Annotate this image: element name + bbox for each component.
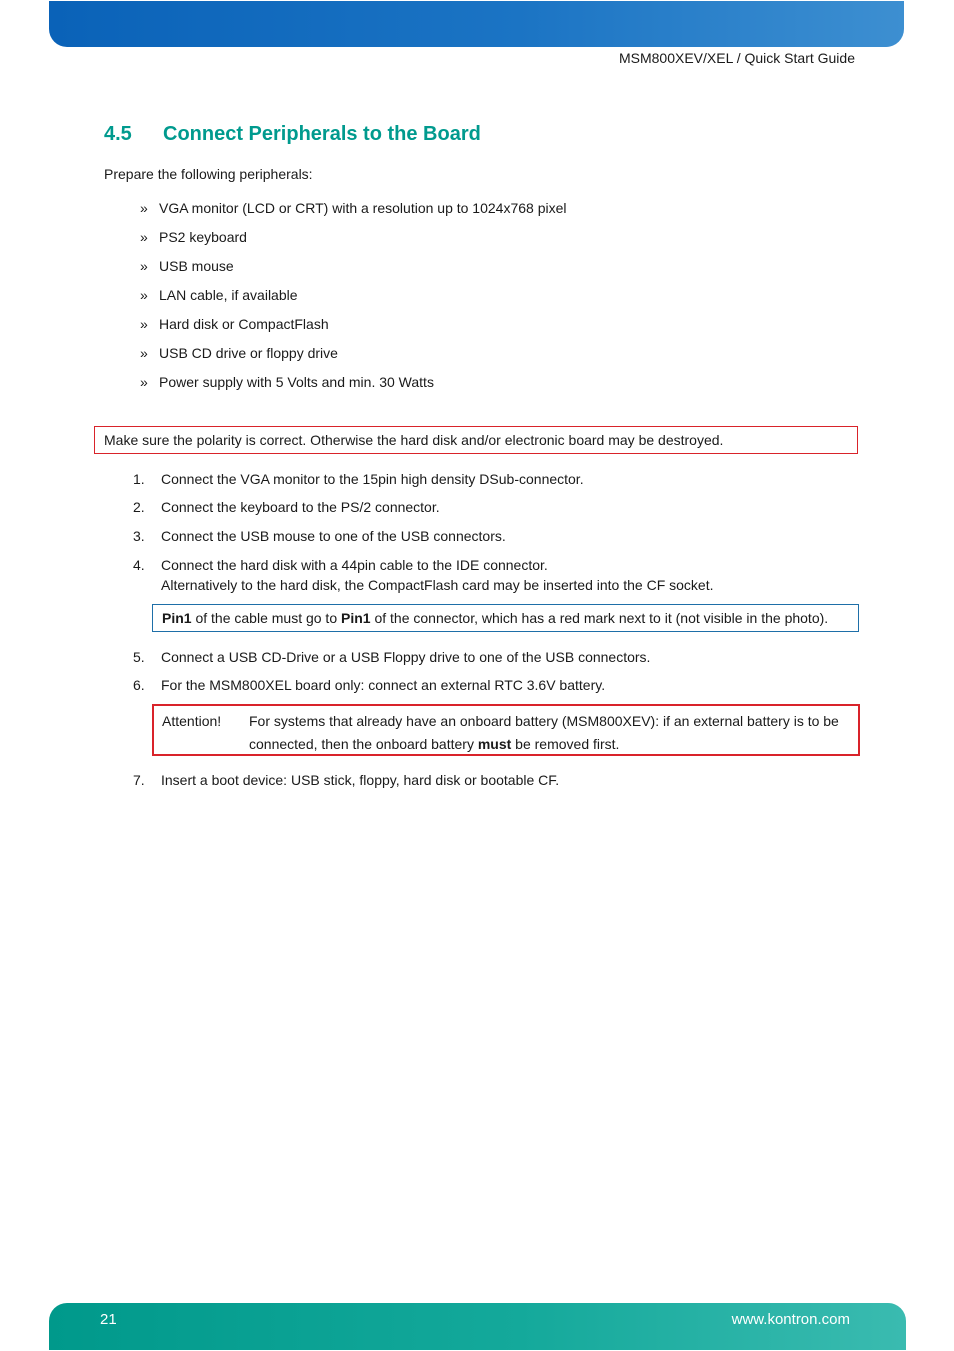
- bullet-marker: »: [140, 316, 148, 332]
- list-item: » PS2 keyboard: [140, 229, 247, 245]
- list-item: » USB CD drive or floppy drive: [140, 345, 338, 361]
- running-header: MSM800XEV/XEL / Quick Start Guide: [618, 50, 855, 66]
- intro-text: Prepare the following peripherals:: [104, 166, 313, 182]
- bullet-marker: »: [140, 287, 148, 303]
- step-subtext: Alternatively to the hard disk, the CompactFlash card may be inserted into the CF socket.: [161, 577, 714, 593]
- bullet-marker: »: [140, 374, 148, 390]
- list-item: » VGA monitor (LCD or CRT) with a resolution up to 1024x768 pixel: [140, 200, 567, 216]
- bullet-marker: »: [140, 258, 148, 274]
- peripheral-list: [140, 198, 567, 401]
- header-band: [49, 1, 904, 47]
- section-heading: [104, 120, 481, 148]
- pin1-note-box: Pin1 of the cable must go to Pin1 of the connector, which has a red mark next to it (not visible in the photo).: [152, 604, 859, 632]
- polarity-warning-box: Make sure the polarity is correct. Otherwise the hard disk and/or electronic board may be destroyed.: [94, 426, 858, 454]
- footer-url: www.kontron.com: [731, 1311, 850, 1328]
- step-item: 7. Insert a boot device: USB stick, floppy, hard disk or bootable CF.: [133, 772, 560, 788]
- step-item: 1. Connect the VGA monitor to the 15pin high density DSub-connector.: [133, 471, 584, 487]
- list-item: » LAN cable, if available: [140, 287, 298, 303]
- page-number: 21: [100, 1311, 117, 1328]
- section-title: Connect Peripherals to the Board: [163, 123, 481, 145]
- list-item: » Hard disk or CompactFlash: [140, 316, 329, 332]
- section-number: 4.5: [104, 123, 132, 145]
- list-item: » USB mouse: [140, 258, 234, 274]
- bullet-marker: »: [140, 200, 148, 216]
- footer-band: [49, 1303, 906, 1350]
- step-item: 5. Connect a USB CD-Drive or a USB Floppy drive to one of the USB connectors.: [133, 649, 651, 665]
- attention-text: For systems that already have an onboard battery (MSM800XEV): if an external battery is to be connected, then the onboard battery must be removed first.: [249, 713, 839, 752]
- step-item: 4. Connect the hard disk with a 44pin cable to the IDE connector. Alternatively to the hard disk, the CompactFlash card may be inserted into the CF socket.: [133, 557, 714, 593]
- bullet-marker: »: [140, 345, 148, 361]
- attention-label: Attention!: [162, 713, 222, 729]
- attention-box: [152, 704, 860, 756]
- step-item: 3. Connect the USB mouse to one of the USB connectors.: [133, 528, 506, 544]
- step-item: 6. For the MSM800XEL board only: connect an external RTC 3.6V battery.: [133, 677, 606, 693]
- step-item: 2. Connect the keyboard to the PS/2 connector.: [133, 499, 440, 515]
- bullet-marker: »: [140, 229, 148, 245]
- list-item: » Power supply with 5 Volts and min. 30 Watts: [140, 374, 434, 390]
